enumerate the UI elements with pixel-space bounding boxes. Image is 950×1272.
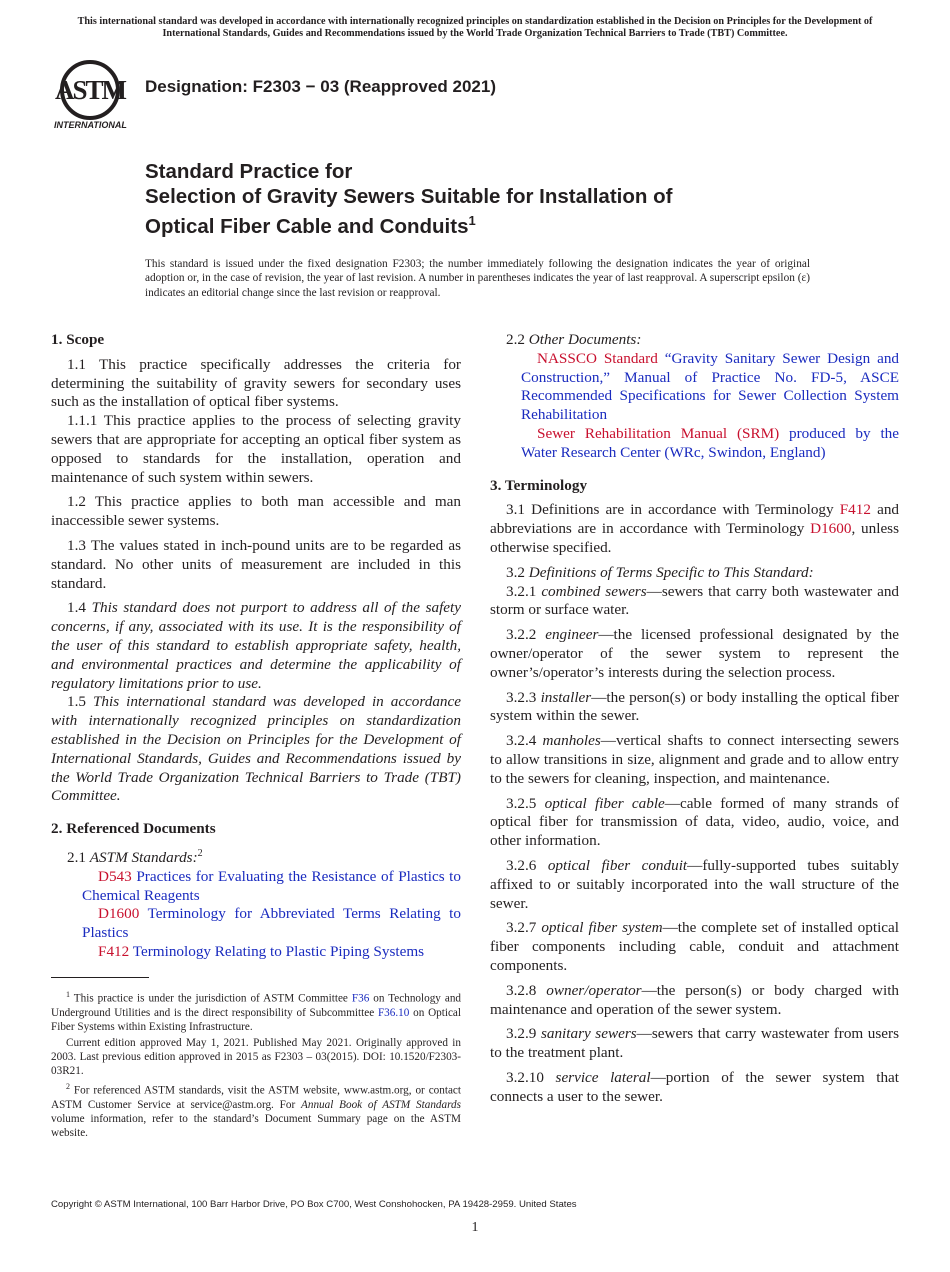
para-3-1-text-b: and abbreviations are in accordance with Terminology <box>490 501 900 538</box>
other-documents-text: Other Documents: <box>528 331 642 348</box>
copyright: Copyright © ASTM International, 100 Barr Harbor Drive, PO Box C700, West Conshohocken, PA 19428-2959. United States <box>51 1199 577 1210</box>
term-def: —the person(s) or body charged with maintenance and operation of the sewer system. <box>490 981 900 1018</box>
term-name: optical fiber system <box>541 919 663 937</box>
term-num: 3.2.9 <box>506 1025 537 1043</box>
term-def: —fully-supported tubes suitably affixed to or suitably incorporated into the wall structure of the sewer. <box>490 856 900 912</box>
footnote-2-italic: Annual Book of ASTM Standards <box>301 1099 461 1112</box>
ref-title-link[interactable]: Terminology Relating to Plastic Piping Systems <box>132 942 425 960</box>
other-documents-num: 2.2 <box>506 331 525 348</box>
term-definition <box>490 919 899 975</box>
ref-item-nassco[interactable] <box>490 350 899 425</box>
ref-code-link[interactable]: Sewer Rehabilitation Manual (SRM) <box>537 424 780 442</box>
term-def: —sewers that carry wastewater from users to the treatment plant. <box>490 1025 900 1062</box>
term-def: —vertical shafts to connect intersecting sewers to allow transitions in size, alignment and grade and to allow entry to the sewers for cleaning, inspection, and maintenance. <box>490 732 899 787</box>
astm-standards-footnote-mark: 2 <box>197 847 203 859</box>
term-definition <box>490 626 899 682</box>
other-documents-label <box>490 331 899 350</box>
term-definition <box>490 982 899 1020</box>
subcommittee-link[interactable]: F36.10 <box>377 1006 410 1019</box>
term-num: 3.2.2 <box>506 626 537 644</box>
term-definition <box>490 795 899 851</box>
footnote-1-edition: Current edition approved May 1, 2021. Published May 2021. Originally approved in 2003. Last previous edition approved in 2015 as F2303 – 03(2015). DOI: 10.1520/F2303-03R21. <box>51 1037 461 1078</box>
footnote-divider <box>51 977 149 978</box>
document-title <box>145 160 865 239</box>
term-definition <box>490 583 899 621</box>
astm-standards-text: ASTM Standards: <box>89 848 198 866</box>
footnote-1-text-c: on Optical Fiber Systems within Existing Infrastructure. <box>51 1006 462 1033</box>
term-definition <box>490 689 899 727</box>
para-1-4-num: 1.4 <box>67 599 86 617</box>
para-3-2 <box>490 564 899 583</box>
title-line-2: Selection of Gravity Sewers Suitable for Installation of <box>145 184 673 208</box>
term-name: sanitary sewers <box>540 1025 637 1043</box>
ref-item-d1600[interactable] <box>51 905 461 943</box>
astm-standards-label <box>51 845 461 868</box>
term-def: —portion of the sewer system that connects a user to the sewer. <box>490 1068 899 1105</box>
term-definition <box>490 1069 899 1107</box>
footnote-1-mark: 1 <box>66 990 70 999</box>
referenced-heading: 2. Referenced Documents <box>51 820 216 838</box>
footnote-1-text-b: on Technology and Underground Utilities and is the direct responsibility of Subcommittee <box>51 992 462 1019</box>
term-name: owner/operator <box>546 981 642 999</box>
term-name: optical fiber cable <box>544 794 665 812</box>
term-num: 3.2.3 <box>506 688 537 706</box>
para-3-2-label: Definitions of Terms Specific to This Standard: <box>528 563 814 581</box>
para-1-2: 1.2 This practice applies to both man accessible and man inaccessible sewer systems. <box>51 493 461 530</box>
term-def: —the licensed professional designated by the owner/operator of the sewer system to represent the owner’s/operator’s interests during the selection process. <box>490 626 899 681</box>
ref-code-link[interactable]: D1600 <box>98 905 140 923</box>
title-line-3: Optical Fiber Cable and Conduits <box>145 214 469 238</box>
designation: Designation: F2303 − 03 (Reapproved 2021) <box>145 77 496 96</box>
para-1-5 <box>51 693 461 806</box>
term-name: manholes <box>542 732 601 750</box>
term-num: 3.2.6 <box>506 856 537 874</box>
left-column <box>51 331 461 962</box>
d1600-link[interactable]: D1600 <box>810 520 852 538</box>
standards-notice: This international standard was developed in accordance with internationally recognized principles on standardization established in the Decision on Principles for the Development of International Standards, Guides and Recommendations issued by the World Trade Organization Technical Barriers to Trade (TBT) Committee. <box>77 16 873 39</box>
term-num: 3.2.8 <box>506 981 537 999</box>
para-3-2-num: 3.2 <box>506 563 525 581</box>
committee-link[interactable]: F36 <box>351 992 370 1005</box>
issued-note: This standard is issued under the fixed designation F2303; the number immediately following the designation indicates the year of original adoption or, in the case of revision, the year of last revision. A number in parentheses indicates the year of last reapproval. A superscript epsilon (ε) indicates an editorial change since the last revision or reapproval. <box>145 258 810 299</box>
footnote-2-text-b: volume information, refer to the standard’s Document Summary page on the ASTM website. <box>51 1113 461 1140</box>
ref-title-link[interactable]: Practices for Evaluating the Resistance of Plastics to Chemical Reagents <box>82 867 461 904</box>
logo-text: ASTM <box>54 75 126 105</box>
scope-heading: 1. Scope <box>51 331 105 348</box>
term-definition <box>490 1025 899 1063</box>
footnote-2 <box>51 1080 461 1140</box>
ref-item-d543[interactable] <box>51 868 461 906</box>
term-num: 3.2.10 <box>506 1068 544 1086</box>
terminology-heading: 3. Terminology <box>490 476 588 494</box>
term-def: —sewers that carry both wastewater and storm or surface water. <box>490 582 900 619</box>
astm-logo <box>52 58 136 132</box>
footnote-2-text-a: For referenced ASTM standards, visit the ASTM website, www.astm.org, or contact ASTM Customer Service at service@astm.org. For <box>51 1085 461 1112</box>
ref-title-link[interactable]: Terminology for Abbreviated Terms Relating to Plastics <box>82 905 461 942</box>
para-1-4 <box>51 599 461 693</box>
term-num: 3.2.7 <box>506 919 537 937</box>
term-name: service lateral <box>555 1068 651 1086</box>
ref-item-f412[interactable] <box>51 943 461 962</box>
para-1-1-1: 1.1.1 This practice applies to the process of selecting gravity sewers that are appropriate for accepting an optical fiber system as opposed to standards for the installation, operation and maintenance of such system within sewers. <box>51 412 461 486</box>
para-1-1: 1.1 This practice specifically addresses the criteria for determining the suitability of gravity sewers for secondary uses such as the installation of optical fiber systems. <box>51 355 461 411</box>
para-1-5-num: 1.5 <box>67 693 86 711</box>
term-num: 3.2.1 <box>506 582 537 600</box>
term-num: 3.2.4 <box>506 732 537 750</box>
term-name: combined sewers <box>541 582 647 600</box>
ref-code-link[interactable]: F412 <box>98 942 130 960</box>
para-3-1-text-a: 3.1 Definitions are in accordance with Terminology <box>506 501 834 519</box>
ref-item-srm[interactable] <box>490 425 899 463</box>
logo-subtext: INTERNATIONAL <box>54 120 127 130</box>
para-3-1-text-c: , unless otherwise specified. <box>490 520 899 556</box>
term-definition <box>490 732 899 788</box>
footnotes <box>51 988 461 1140</box>
term-name: engineer <box>545 626 599 644</box>
ref-title-link[interactable]: “Gravity Sanitary Sewer Design and Construction,” Manual of Practice No. FD-5, ASCE Recommended Specifications for Sewer Collection System Rehabilitation <box>521 349 900 424</box>
para-1-4-text: This standard does not purport to address all of the safety concerns, if any, associated with its use. It is the responsibility of the user of this standard to establish appropriate safety, health, and environmental practices and determine the applicability of regulatory limitations prior to use. <box>51 599 462 692</box>
astm-standards-num: 2.1 <box>67 848 86 866</box>
term-def: —cable formed of many strands of optical fiber for transmission of data, video, audio, voice, and other information. <box>490 794 899 850</box>
footnote-2-mark: 2 <box>66 1082 70 1092</box>
ref-code-link[interactable]: NASSCO Standard <box>537 349 658 367</box>
para-1-3: 1.3 The values stated in inch-pound units are to be regarded as standard. No other units of measurement are included in this standard. <box>51 536 461 592</box>
term-def: —the person(s) or body installing the optical fiber system within the sewer. <box>490 688 899 725</box>
para-3-1 <box>490 501 899 557</box>
footnote-1 <box>51 988 461 1034</box>
right-column <box>490 331 899 1106</box>
title-footnote-mark: 1 <box>468 213 476 228</box>
term-name: installer <box>540 688 592 706</box>
term-def: —the complete set of installed optical fiber components including cable, conduit and attachment components. <box>490 919 900 974</box>
f412-link[interactable]: F412 <box>839 501 871 519</box>
para-1-5-text: This international standard was developed in accordance with internationally recognized principles on standardization established in the Decision on Principles for the Development of International Standards, Guides and Recommendations issued by the World Trade Organization Technical Barriers to Trade (TBT) Committee. <box>51 693 462 805</box>
footnote-1-text-a: This practice is under the jurisdiction of ASTM Committee <box>73 992 348 1005</box>
ref-title-link[interactable]: produced by the Water Research Center (WRc, Swindon, England) <box>521 424 899 461</box>
term-definition <box>490 857 899 913</box>
title-line-1: Standard Practice for <box>145 160 353 183</box>
term-num: 3.2.5 <box>506 794 537 812</box>
term-name: optical fiber conduit <box>547 856 688 874</box>
ref-code-link[interactable]: D543 <box>98 867 132 885</box>
page-number: 1 <box>471 1220 479 1235</box>
